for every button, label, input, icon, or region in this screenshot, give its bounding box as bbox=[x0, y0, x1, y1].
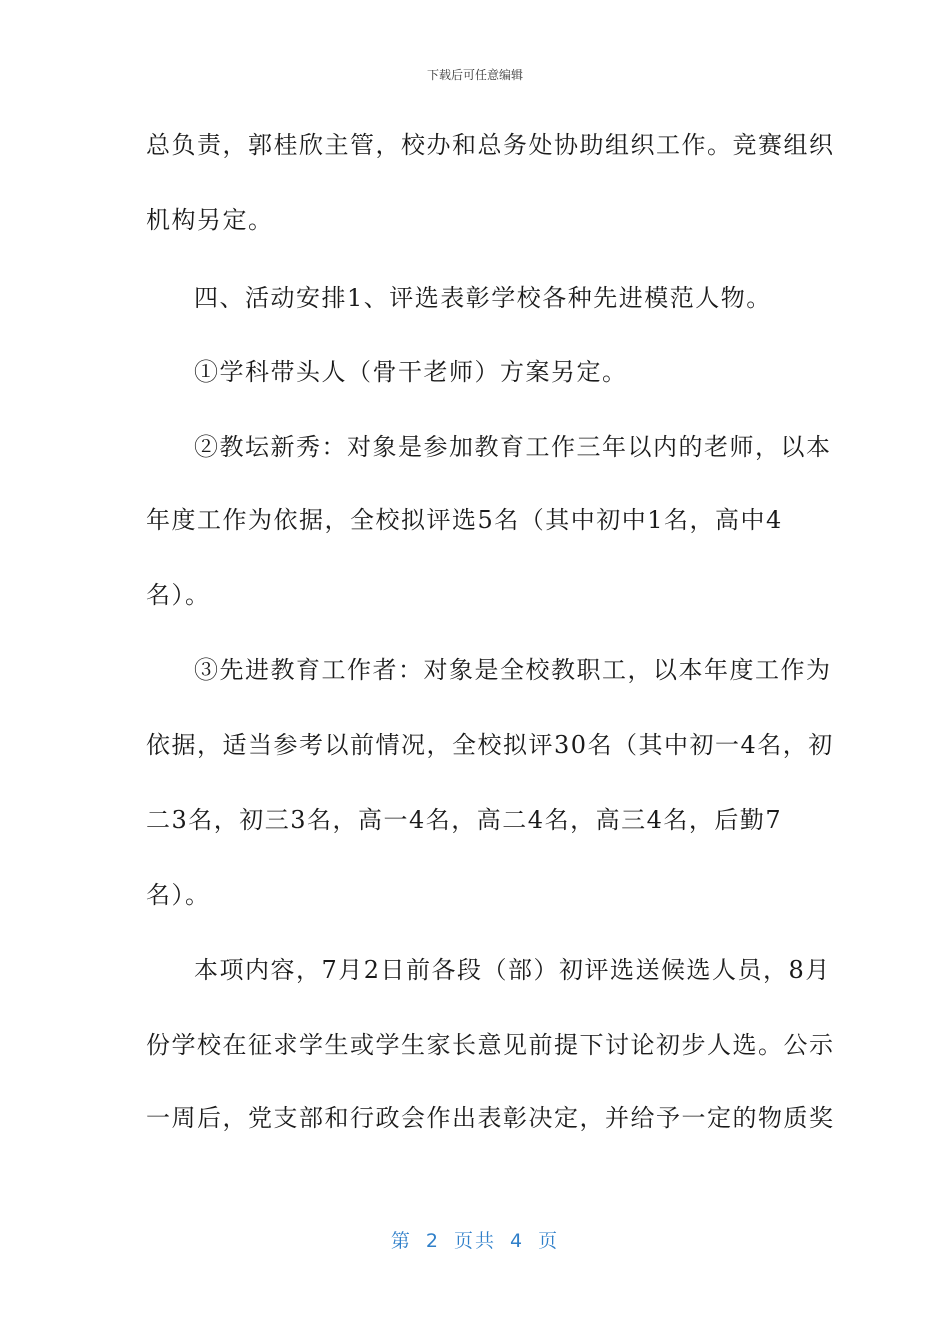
current-page-number: 2 bbox=[425, 1230, 440, 1252]
body-line: 年度工作为依据，全校拟评选5名（其中初中1名，高中4 bbox=[146, 506, 783, 534]
body-line: ①学科带头人（骨干老师）方案另定。 bbox=[194, 358, 628, 386]
body-line: 名）。 bbox=[146, 581, 211, 609]
body-line: ②教坛新秀：对象是参加教育工作三年以内的老师，以本 bbox=[194, 433, 832, 461]
page-footer bbox=[0, 1226, 950, 1253]
body-line: ③先进教育工作者：对象是全校教职工，以本年度工作为 bbox=[194, 656, 832, 684]
footer-middle: 页共 bbox=[453, 1230, 496, 1252]
body-line: 四、活动安排1、评选表彰学校各种先进模范人物。 bbox=[194, 284, 772, 312]
body-line: 名）。 bbox=[146, 881, 211, 909]
body-line: 本项内容，7月2日前各段（部）初评选送候选人员，8月 bbox=[194, 956, 831, 984]
body-line: 机构另定。 bbox=[146, 206, 274, 234]
body-line: 一周后，党支部和行政会作出表彰决定，并给予一定的物质奖 bbox=[146, 1104, 835, 1132]
footer-prefix: 第 bbox=[390, 1230, 412, 1252]
body-line: 总负责，郭桂欣主管，校办和总务处协助组织工作。竞赛组织 bbox=[146, 131, 835, 159]
page-header: 下载后可任意编辑 bbox=[426, 68, 523, 82]
body-line: 份学校在征求学生或学生家长意见前提下讨论初步人选。公示 bbox=[146, 1031, 835, 1059]
body-line: 依据，适当参考以前情况，全校拟评30名（其中初一4名，初 bbox=[146, 731, 834, 759]
total-pages-number: 4 bbox=[510, 1230, 525, 1252]
body-line: 二3名，初三3名，高一4名，高二4名，高三4名，后勤7 bbox=[146, 806, 783, 834]
footer-suffix: 页 bbox=[538, 1230, 560, 1252]
